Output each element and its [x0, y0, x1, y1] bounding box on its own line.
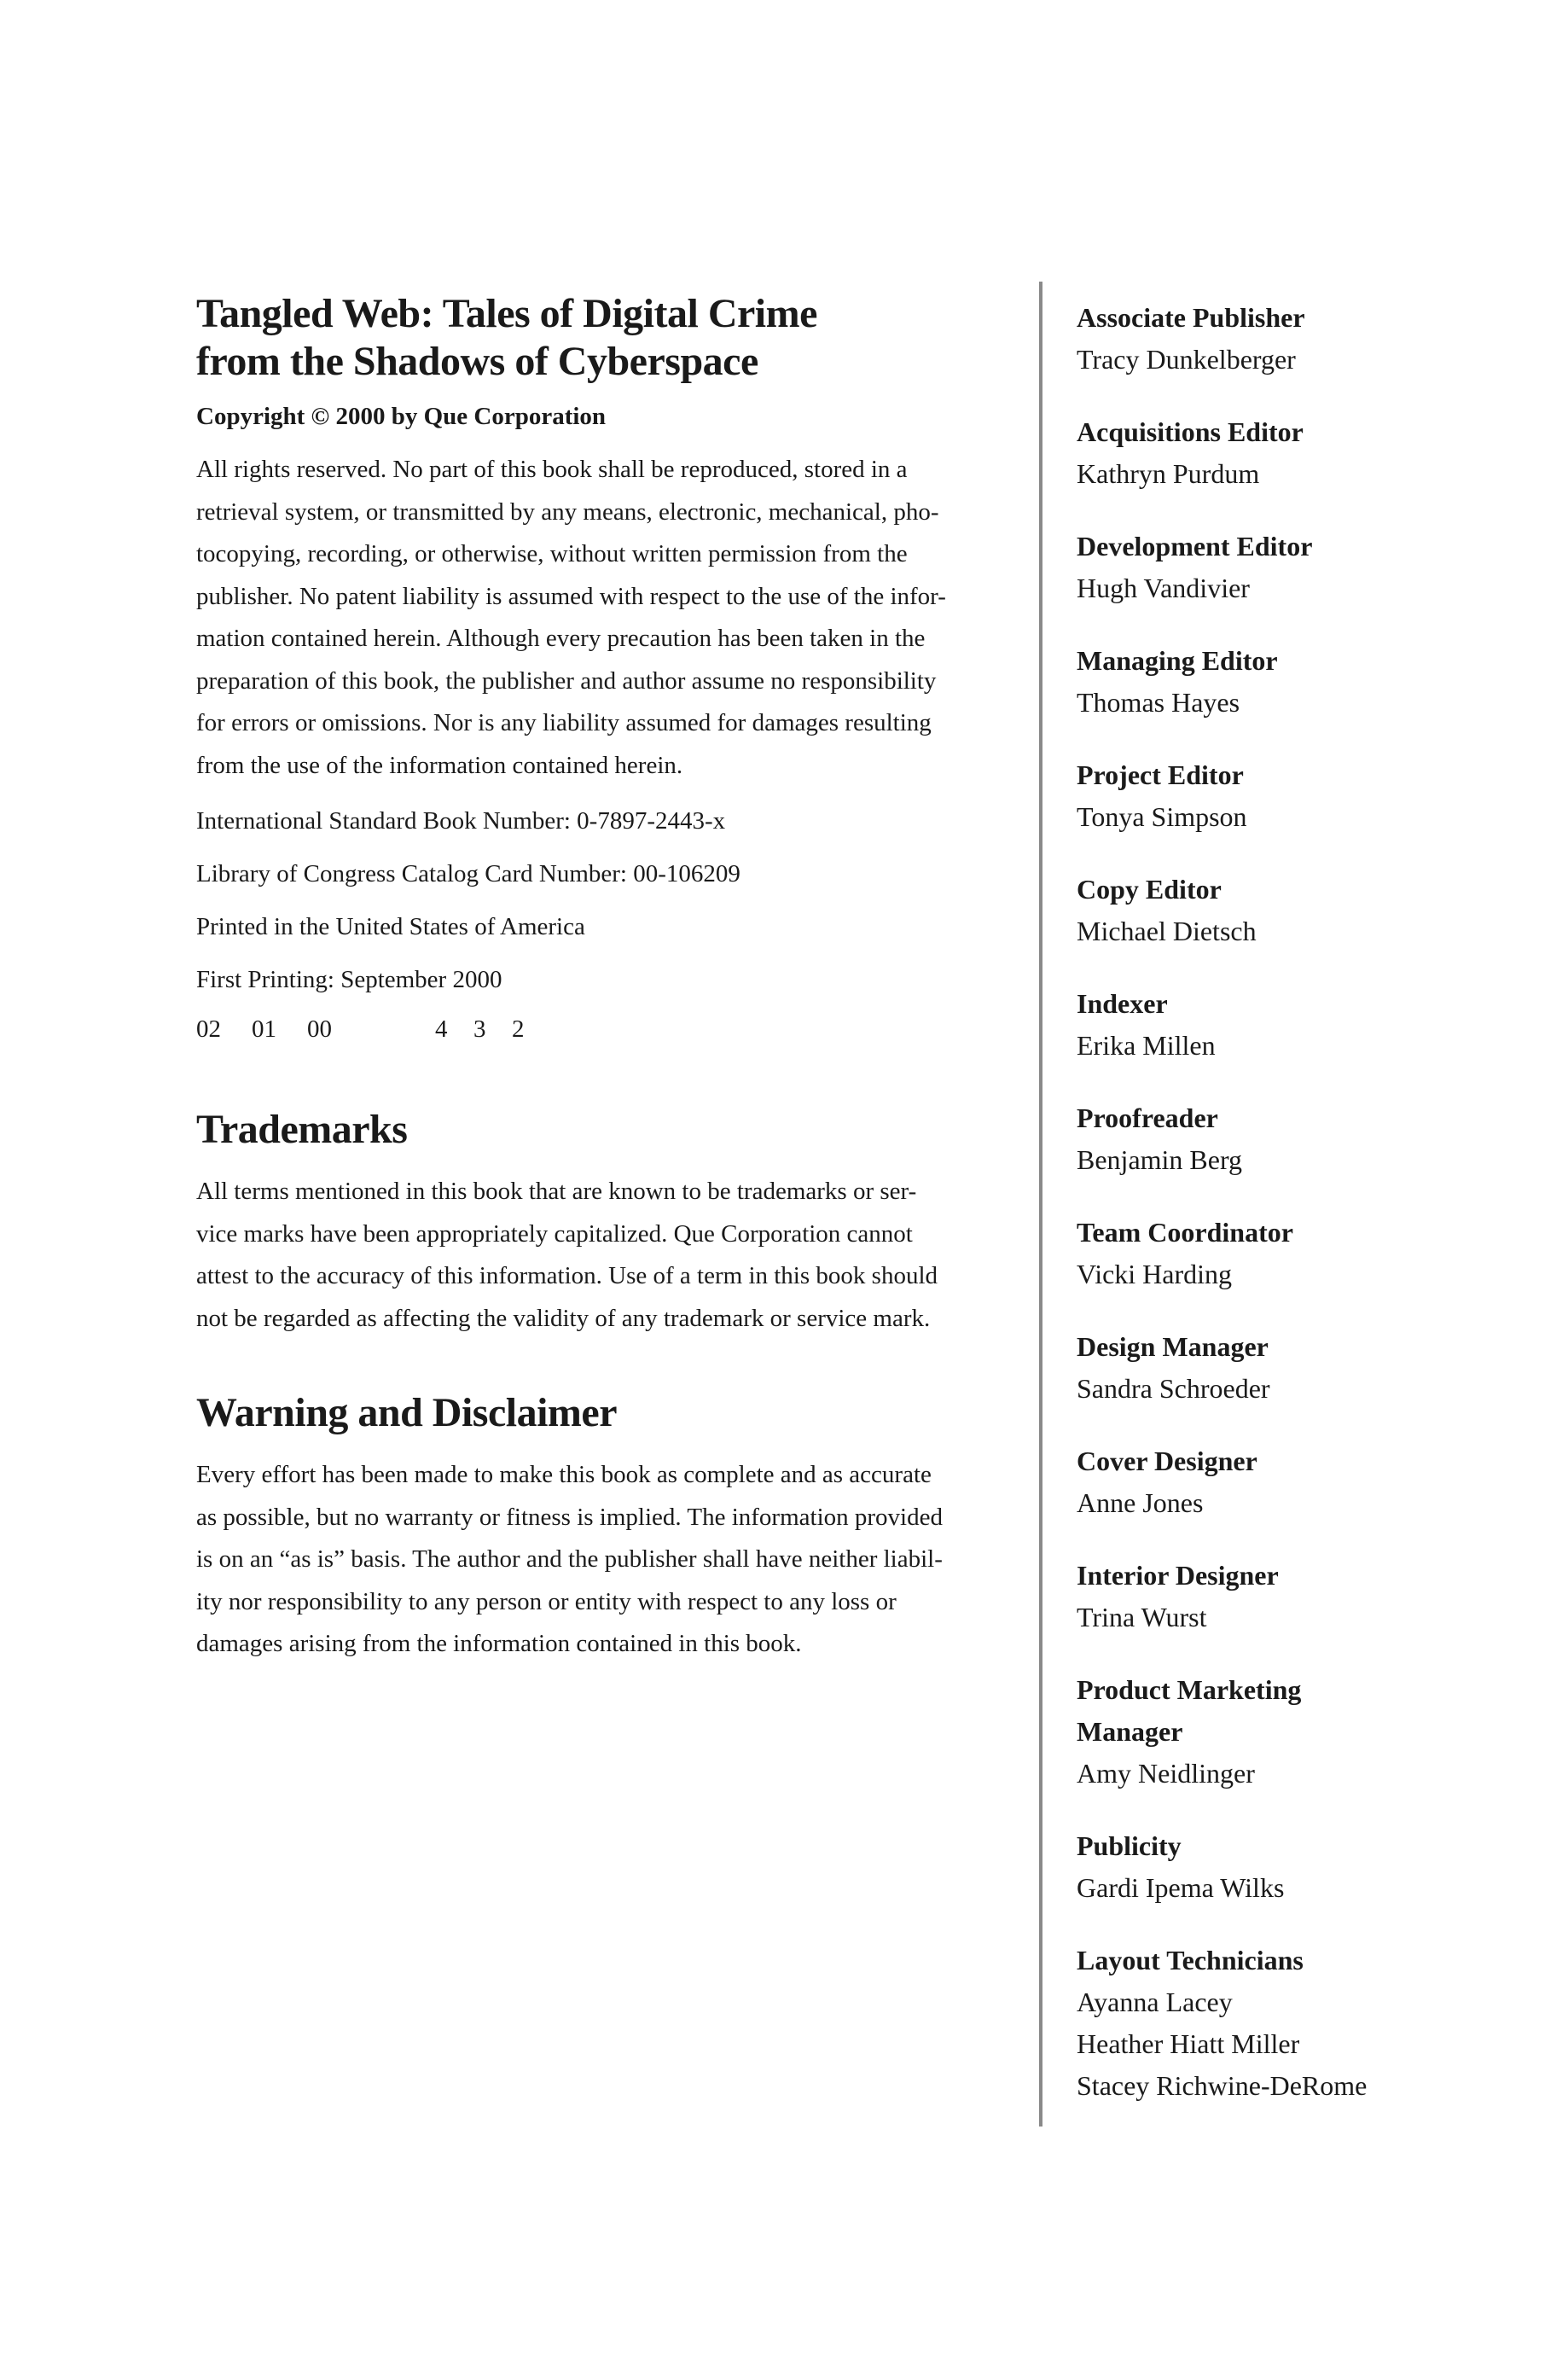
- credit-name: Trina Wurst: [1077, 1602, 1207, 1632]
- isbn: International Standard Book Number: 0-7897-2443-x: [196, 807, 726, 835]
- credit-name: Kathryn Purdum: [1077, 458, 1260, 489]
- printed-in: Printed in the United States of America: [196, 913, 585, 940]
- book-title: [196, 290, 1032, 386]
- disclaimer-paragraph: [196, 1454, 1032, 1666]
- rights-line: for errors or omissions. Nor is any liability assumed for damages resulting: [196, 709, 932, 736]
- credit-name: Vicki Harding: [1077, 1259, 1233, 1289]
- credit-entry: [1077, 1440, 1554, 1524]
- credit-name: Amy Neidlinger: [1077, 1758, 1255, 1789]
- credit-role: Acquisitions Editor: [1077, 416, 1304, 447]
- lccn: Library of Congress Catalog Card Number: 00-106209: [196, 860, 740, 887]
- credit-role: Managing Editor: [1077, 645, 1278, 676]
- credit-entry: [1077, 1669, 1554, 1795]
- credit-entry: [1077, 754, 1554, 838]
- credit-entry: [1077, 1212, 1554, 1295]
- credit-entry: [1077, 411, 1554, 495]
- disclaimer-line: is on an “as is” basis. The author and the publisher shall have neither liabil-: [196, 1545, 943, 1573]
- disclaimer-line: Every effort has been made to make this book as complete and as accurate: [196, 1461, 932, 1488]
- credit-role: Cover Designer: [1077, 1446, 1257, 1476]
- credit-role: Interior Designer: [1077, 1560, 1279, 1591]
- first-printing: First Printing: September 2000: [196, 966, 502, 993]
- credit-name: Gardi Ipema Wilks: [1077, 1872, 1285, 1903]
- printing-year: 01: [252, 1015, 276, 1043]
- credit-role: Design Manager: [1077, 1331, 1269, 1362]
- credit-name: Thomas Hayes: [1077, 687, 1240, 718]
- rights-line: publisher. No patent liability is assumed with respect to the use of the infor-: [196, 582, 946, 610]
- credit-name: Anne Jones: [1077, 1487, 1204, 1518]
- credit-name: Benjamin Berg: [1077, 1144, 1243, 1175]
- book-title-line-1: Tangled Web: Tales of Digital Crime: [196, 291, 817, 336]
- credit-name: Stacey Richwine-DeRome: [1077, 2070, 1368, 2101]
- rights-line: preparation of this book, the publisher and author assume no responsibility: [196, 666, 937, 695]
- credit-entry: [1077, 1825, 1554, 1909]
- printing-number: 3: [473, 1015, 486, 1043]
- credit-entry: [1077, 1097, 1554, 1181]
- credit-name: Tracy Dunkelberger: [1077, 344, 1296, 375]
- credit-role: Development Editor: [1077, 531, 1313, 561]
- trademarks-line: All terms mentioned in this book that are known to be trademarks or ser-: [196, 1178, 917, 1205]
- credit-role: Layout Technicians: [1077, 1945, 1304, 1975]
- credit-name: Ayanna Lacey: [1077, 1987, 1233, 2017]
- rights-line: from the use of the information contained herein.: [196, 751, 683, 779]
- credit-name: Erika Millen: [1077, 1030, 1216, 1061]
- printing-number-line: [196, 1014, 1032, 1044]
- credit-role: Copy Editor: [1077, 874, 1222, 905]
- rights-line: mation contained herein. Although every precaution has been taken in the: [196, 625, 926, 652]
- trademarks-line: attest to the accuracy of this information. Use of a term in this book should: [196, 1262, 938, 1289]
- trademarks-paragraph: [196, 1171, 1032, 1340]
- credit-entry: [1077, 1555, 1554, 1638]
- book-title-line-2: from the Shadows of Cyberspace: [196, 339, 758, 384]
- credit-role: Project Editor: [1077, 759, 1244, 790]
- printing-year: 00: [307, 1015, 332, 1043]
- disclaimer-line: damages arising from the information contained in this book.: [196, 1630, 802, 1657]
- credit-entry: [1077, 983, 1554, 1067]
- credits-column: [1077, 297, 1554, 2138]
- main-column: [196, 290, 1032, 1666]
- credit-role: Associate Publisher: [1077, 302, 1305, 333]
- credit-role: Publicity: [1077, 1830, 1182, 1861]
- credit-entry: [1077, 526, 1554, 609]
- credit-role: Proofreader: [1077, 1103, 1218, 1133]
- disclaimer-line: as possible, but no warranty or fitness is implied. The information provided: [196, 1503, 943, 1531]
- credit-role: Team Coordinator: [1077, 1217, 1293, 1248]
- rights-line: All rights reserved. No part of this book shall be reproduced, stored in a: [196, 456, 908, 483]
- copyright-notice: Copyright © 2000 by Que Corporation: [196, 403, 607, 430]
- trademarks-heading: Trademarks: [196, 1107, 408, 1152]
- printing-number: 2: [512, 1015, 525, 1043]
- credit-entry: [1077, 1326, 1554, 1410]
- credit-entry: [1077, 640, 1554, 724]
- column-divider: [1039, 282, 1042, 2127]
- credit-name: Heather Hiatt Miller: [1077, 2028, 1300, 2059]
- rights-line: tocopying, recording, or otherwise, without written permission from the: [196, 540, 908, 567]
- printing-year: 02: [196, 1015, 221, 1043]
- credit-name: Hugh Vandivier: [1077, 573, 1250, 603]
- rights-line: retrieval system, or transmitted by any means, electronic, mechanical, pho-: [196, 497, 939, 526]
- credit-role: Product Marketing Manager: [1077, 1674, 1302, 1747]
- credit-entry: [1077, 869, 1554, 952]
- disclaimer-heading: Warning and Disclaimer: [196, 1390, 618, 1435]
- trademarks-line: vice marks have been appropriately capitalized. Que Corporation cannot: [196, 1219, 913, 1248]
- trademarks-line: not be regarded as affecting the validity of any trademark or service mark.: [196, 1304, 931, 1332]
- credit-name: Sandra Schroeder: [1077, 1373, 1270, 1404]
- rights-paragraph: [196, 449, 1032, 787]
- credit-name: Michael Dietsch: [1077, 916, 1257, 946]
- credit-entry: [1077, 297, 1554, 381]
- credit-entry: [1077, 1940, 1554, 2107]
- printing-number: 4: [435, 1015, 448, 1043]
- credit-role: Indexer: [1077, 988, 1168, 1019]
- disclaimer-line: ity nor responsibility to any person or entity with respect to any loss or: [196, 1587, 897, 1615]
- credit-name: Tonya Simpson: [1077, 801, 1247, 832]
